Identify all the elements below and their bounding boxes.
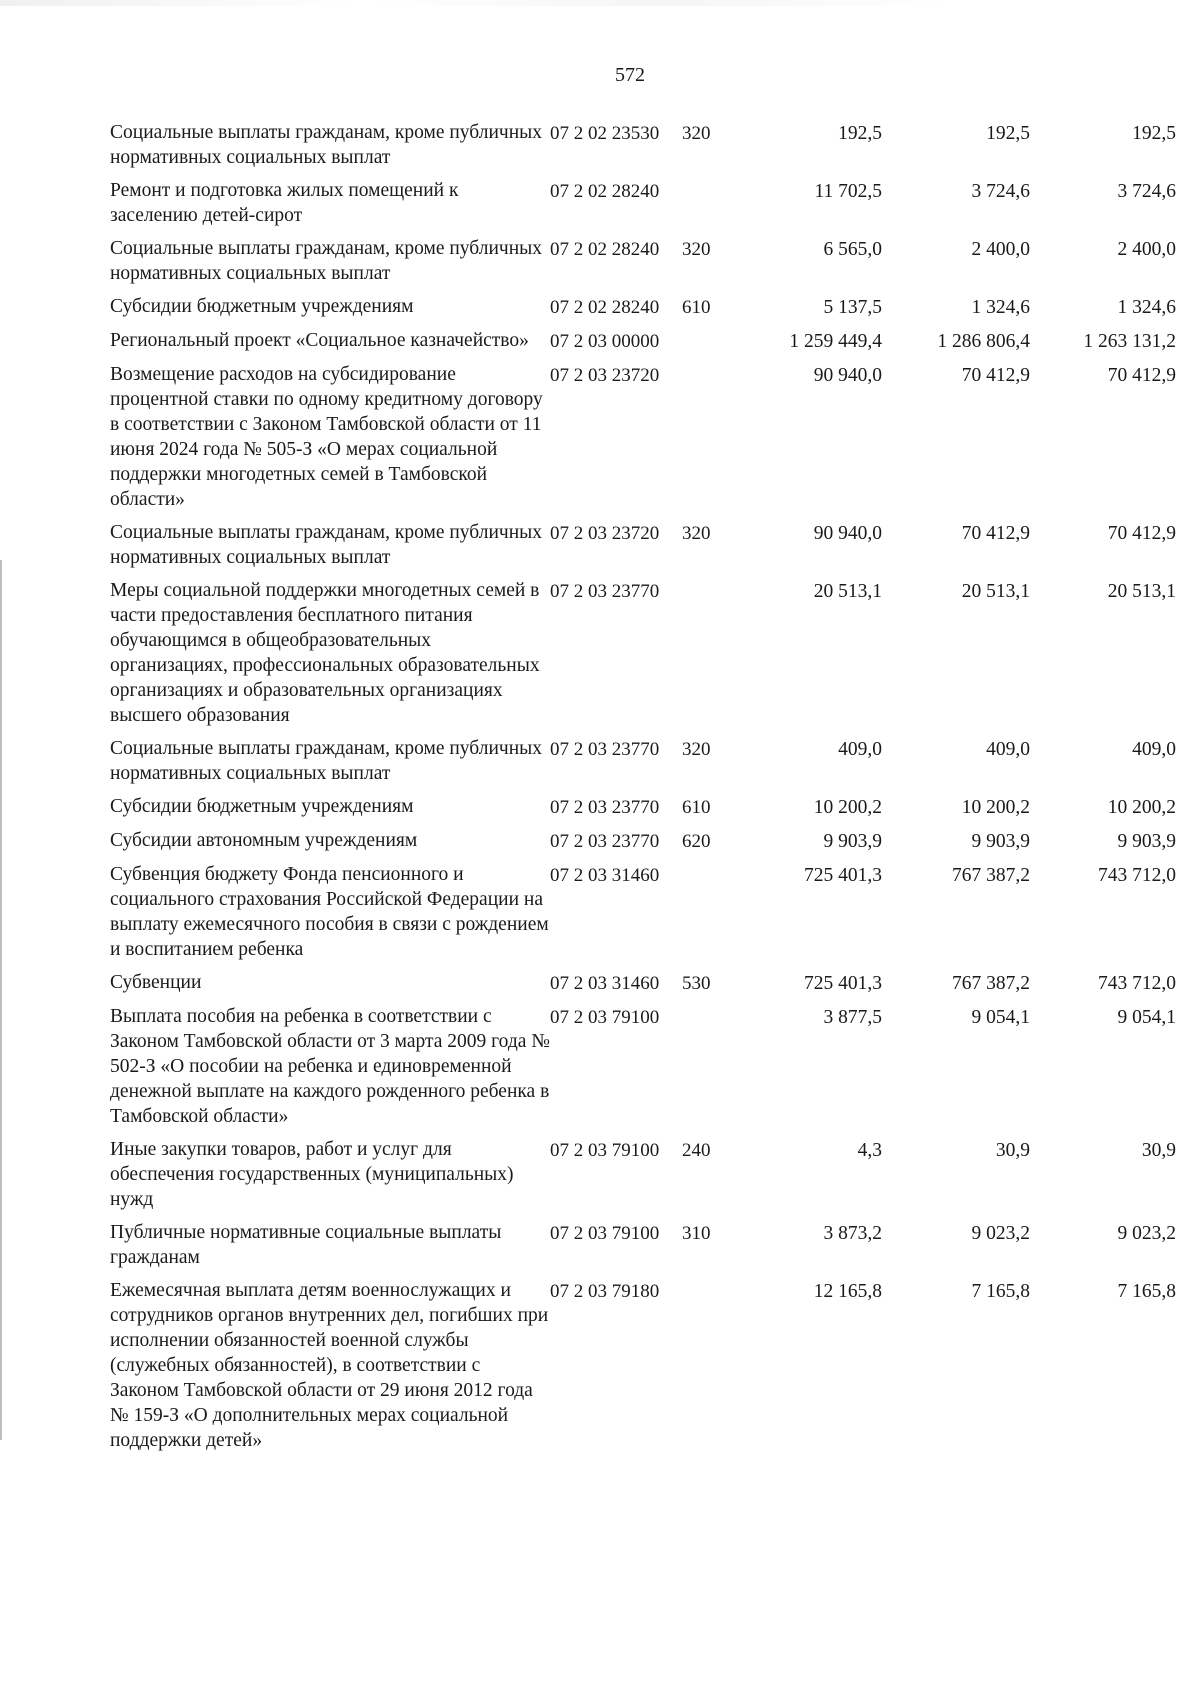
amount-year-2: 2 400,0 bbox=[971, 239, 1030, 260]
amount-year-3: 7 165,8 bbox=[1117, 1281, 1176, 1302]
expense-type-code: 610 bbox=[682, 297, 711, 318]
expense-name: Региональный проект «Социальное казначейство» bbox=[110, 330, 529, 351]
amount-year-2: 7 165,8 bbox=[971, 1281, 1030, 1302]
amount-year-1: 409,0 bbox=[838, 739, 882, 760]
amount-year-1: 5 137,5 bbox=[823, 297, 882, 318]
table-row bbox=[110, 520, 1180, 570]
expense-name: Субвенции bbox=[110, 972, 202, 993]
scan-margin-line bbox=[0, 560, 2, 1440]
table-row bbox=[110, 736, 1180, 786]
amount-year-2: 9 023,2 bbox=[971, 1223, 1030, 1244]
amount-year-3: 70 412,9 bbox=[1107, 523, 1176, 544]
amount-year-1: 10 200,2 bbox=[813, 797, 882, 818]
expense-name: Социальные выплаты гражданам, кроме публичных нормативных социальных выплат bbox=[110, 122, 542, 168]
target-article-code: 07 2 03 31460 bbox=[550, 973, 660, 994]
amount-year-3: 20 513,1 bbox=[1107, 581, 1176, 602]
table-row bbox=[110, 120, 1180, 170]
amount-year-1: 12 165,8 bbox=[813, 1281, 882, 1302]
target-article-code: 07 2 02 28240 bbox=[550, 181, 660, 202]
amount-year-1: 90 940,0 bbox=[813, 365, 882, 386]
amount-year-3: 9 023,2 bbox=[1117, 1223, 1176, 1244]
expense-type-code bbox=[682, 1004, 734, 1005]
target-article-code: 07 2 03 23770 bbox=[550, 797, 660, 818]
target-article-code: 07 2 03 79100 bbox=[550, 1140, 660, 1161]
expense-name: Меры социальной поддержки многодетных семей в части предоставления бесплатного питания обучающимся в общеобразовательных организациях, профессиональных образовательных организациях и образовательных организациях высшего образования bbox=[110, 580, 540, 726]
target-article-code: 07 2 03 79100 bbox=[550, 1007, 660, 1028]
expense-type-code: 530 bbox=[682, 973, 711, 994]
expense-name: Социальные выплаты гражданам, кроме публичных нормативных социальных выплат bbox=[110, 522, 542, 568]
target-article-code: 07 2 03 00000 bbox=[550, 331, 660, 352]
page-number: 572 bbox=[615, 64, 645, 86]
expense-type-code: 610 bbox=[682, 797, 711, 818]
table-row bbox=[110, 578, 1180, 728]
scan-edge-noise bbox=[0, 0, 1200, 6]
expense-type-code: 310 bbox=[682, 1223, 711, 1244]
amount-year-2: 70 412,9 bbox=[961, 365, 1030, 386]
expense-type-code bbox=[682, 1278, 734, 1279]
amount-year-1: 6 565,0 bbox=[823, 239, 882, 260]
amount-year-3: 9 903,9 bbox=[1117, 831, 1176, 852]
amount-year-2: 10 200,2 bbox=[961, 797, 1030, 818]
amount-year-3: 192,5 bbox=[1132, 123, 1176, 144]
amount-year-2: 70 412,9 bbox=[961, 523, 1030, 544]
amount-year-1: 4,3 bbox=[857, 1140, 882, 1161]
target-article-code: 07 2 03 23770 bbox=[550, 581, 660, 602]
amount-year-2: 20 513,1 bbox=[961, 581, 1030, 602]
target-article-code: 07 2 03 31460 bbox=[550, 865, 660, 886]
target-article-code: 07 2 03 23770 bbox=[550, 831, 660, 852]
target-article-code: 07 2 03 23770 bbox=[550, 739, 660, 760]
amount-year-2: 192,5 bbox=[986, 123, 1030, 144]
amount-year-1: 725 401,3 bbox=[804, 865, 882, 886]
table-row bbox=[110, 328, 1180, 354]
target-article-code: 07 2 03 23720 bbox=[550, 523, 660, 544]
expense-type-code: 620 bbox=[682, 831, 711, 852]
amount-year-1: 90 940,0 bbox=[813, 523, 882, 544]
amount-year-2: 1 324,6 bbox=[971, 297, 1030, 318]
target-article-code: 07 2 03 79100 bbox=[550, 1223, 660, 1244]
expense-type-code: 320 bbox=[682, 523, 711, 544]
budget-table bbox=[110, 120, 1180, 1461]
target-article-code: 07 2 02 28240 bbox=[550, 297, 660, 318]
amount-year-1: 11 702,5 bbox=[814, 181, 882, 202]
table-row bbox=[110, 294, 1180, 320]
amount-year-3: 743 712,0 bbox=[1098, 865, 1176, 886]
expense-name: Субвенция бюджету Фонда пенсионного и социального страхования Российской Федерации на выплату ежемесячного пособия в связи с рождением и воспитанием ребенка bbox=[110, 864, 549, 960]
expense-type-code: 320 bbox=[682, 123, 711, 144]
expense-type-code: 320 bbox=[682, 239, 711, 260]
expense-name: Публичные нормативные социальные выплаты гражданам bbox=[110, 1222, 502, 1268]
expense-name: Ремонт и подготовка жилых помещений к заселению детей-сирот bbox=[110, 180, 459, 226]
amount-year-1: 1 259 449,4 bbox=[789, 331, 882, 352]
amount-year-1: 20 513,1 bbox=[813, 581, 882, 602]
amount-year-2: 767 387,2 bbox=[952, 973, 1030, 994]
expense-name: Социальные выплаты гражданам, кроме публичных нормативных социальных выплат bbox=[110, 238, 542, 284]
amount-year-3: 10 200,2 bbox=[1107, 797, 1176, 818]
amount-year-3: 2 400,0 bbox=[1117, 239, 1176, 260]
amount-year-1: 725 401,3 bbox=[804, 973, 882, 994]
table-row bbox=[110, 828, 1180, 854]
table-row bbox=[110, 1137, 1180, 1212]
amount-year-2: 30,9 bbox=[995, 1140, 1030, 1161]
amount-year-3: 3 724,6 bbox=[1117, 181, 1176, 202]
amount-year-1: 3 877,5 bbox=[823, 1007, 882, 1028]
expense-type-code: 240 bbox=[682, 1140, 711, 1161]
expense-name: Иные закупки товаров, работ и услуг для обеспечения государственных (муниципальных) нужд bbox=[110, 1139, 514, 1210]
expense-name: Ежемесячная выплата детям военнослужащих и сотрудников органов внутренних дел, погибших при исполнении обязанностей военной службы (служебных обязанностей), в соответствии с Законом Тамбовской области от 29 июня 2012 года № 159-З «О дополнительных мерах социальной поддержки детей» bbox=[110, 1280, 549, 1451]
target-article-code: 07 2 02 23530 bbox=[550, 123, 660, 144]
amount-year-2: 3 724,6 bbox=[971, 181, 1030, 202]
table-row bbox=[110, 862, 1180, 962]
amount-year-3: 1 324,6 bbox=[1117, 297, 1176, 318]
expense-name: Субсидии бюджетным учреждениям bbox=[110, 796, 414, 817]
amount-year-3: 9 054,1 bbox=[1117, 1007, 1176, 1028]
expense-name: Субсидии бюджетным учреждениям bbox=[110, 296, 414, 317]
amount-year-3: 409,0 bbox=[1132, 739, 1176, 760]
expense-type-code bbox=[682, 178, 734, 179]
amount-year-2: 9 903,9 bbox=[971, 831, 1030, 852]
expense-type-code bbox=[682, 862, 734, 863]
table-row bbox=[110, 1278, 1180, 1453]
expense-type-code: 320 bbox=[682, 739, 711, 760]
table-row bbox=[110, 178, 1180, 228]
amount-year-1: 3 873,2 bbox=[823, 1223, 882, 1244]
table-row bbox=[110, 362, 1180, 512]
table-row bbox=[110, 970, 1180, 996]
expense-type-code bbox=[682, 578, 734, 579]
target-article-code: 07 2 03 23720 bbox=[550, 365, 660, 386]
table-row bbox=[110, 1004, 1180, 1129]
expense-type-code bbox=[682, 362, 734, 363]
amount-year-1: 192,5 bbox=[838, 123, 882, 144]
amount-year-2: 9 054,1 bbox=[971, 1007, 1030, 1028]
table-row bbox=[110, 794, 1180, 820]
table-row bbox=[110, 1220, 1180, 1270]
amount-year-2: 1 286 806,4 bbox=[937, 331, 1030, 352]
amount-year-3: 743 712,0 bbox=[1098, 973, 1176, 994]
amount-year-3: 1 263 131,2 bbox=[1083, 331, 1176, 352]
amount-year-2: 409,0 bbox=[986, 739, 1030, 760]
expense-name: Социальные выплаты гражданам, кроме публичных нормативных социальных выплат bbox=[110, 738, 542, 784]
table-row bbox=[110, 236, 1180, 286]
amount-year-2: 767 387,2 bbox=[952, 865, 1030, 886]
target-article-code: 07 2 02 28240 bbox=[550, 239, 660, 260]
expense-name: Выплата пособия на ребенка в соответствии с Законом Тамбовской области от 3 марта 2009 года № 502-З «О пособии на ребенка и единовременной денежной выплате на каждого рожденного ребенка в Тамбовской области» bbox=[110, 1006, 550, 1127]
expense-type-code bbox=[682, 328, 734, 329]
amount-year-3: 70 412,9 bbox=[1107, 365, 1176, 386]
amount-year-1: 9 903,9 bbox=[823, 831, 882, 852]
target-article-code: 07 2 03 79180 bbox=[550, 1281, 660, 1302]
expense-name: Субсидии автономным учреждениям bbox=[110, 830, 418, 851]
expense-name: Возмещение расходов на субсидирование процентной ставки по одному кредитному договору в соответствии с Законом Тамбовской области от 11 июня 2024 года № 505-З «О мерах социальной поддержки многодетных семей в Тамбовской области» bbox=[110, 364, 543, 510]
amount-year-3: 30,9 bbox=[1141, 1140, 1176, 1161]
